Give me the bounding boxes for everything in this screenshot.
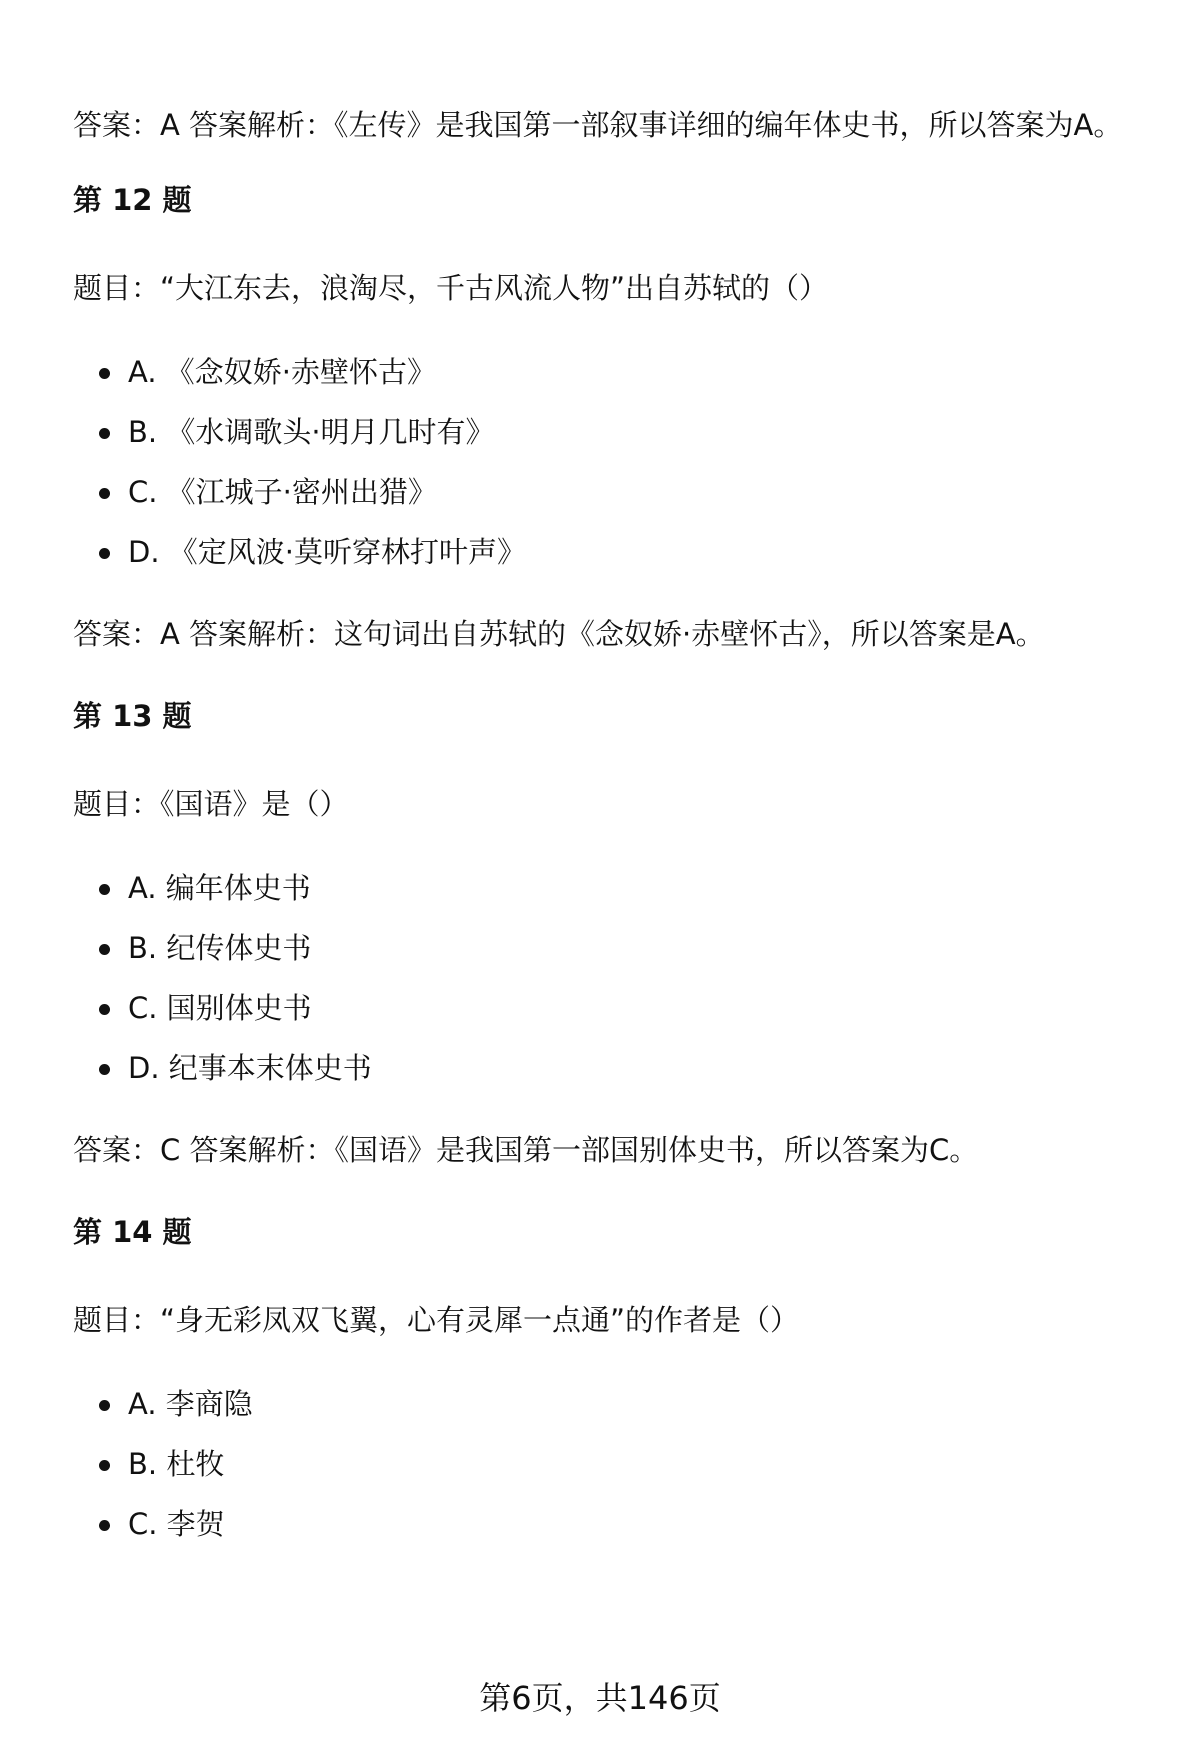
option-item <box>73 918 1133 978</box>
bullet-icon <box>99 1460 110 1471</box>
option-item <box>73 402 1133 462</box>
option-text: B. 《水调歌头·明月几时有》 <box>128 415 495 449</box>
option-text: A. 《念奴娇·赤壁怀古》 <box>128 355 436 389</box>
bullet-icon <box>99 368 110 379</box>
option-item <box>73 462 1133 522</box>
bullet-icon <box>99 944 110 955</box>
bullet-icon <box>99 1400 110 1411</box>
option-text: D. 《定风波·莫听穿林打叶声》 <box>128 535 526 569</box>
option-item <box>73 978 1133 1038</box>
option-list <box>73 858 1133 1098</box>
bullet-icon <box>99 428 110 439</box>
bullet-icon <box>99 1004 110 1015</box>
page-number-footer: 第6页，共146页 <box>479 1679 721 1717</box>
bullet-icon <box>99 884 110 895</box>
option-text: A. 编年体史书 <box>128 871 311 905</box>
option-item <box>73 1434 1133 1494</box>
option-list <box>73 342 1133 582</box>
option-list <box>73 1374 1133 1554</box>
question-heading: 第 13 题 <box>73 699 192 733</box>
option-text: B. 杜牧 <box>128 1447 225 1481</box>
option-text: A. 李商隐 <box>128 1387 253 1421</box>
option-item <box>73 1374 1133 1434</box>
option-item <box>73 342 1133 402</box>
option-text: B. 纪传体史书 <box>128 931 312 965</box>
question-stem: 题目：《国语》是（） <box>73 787 349 821</box>
option-item <box>73 522 1133 582</box>
option-item <box>73 1494 1133 1554</box>
document-page <box>73 90 1133 1586</box>
option-item <box>73 1038 1133 1098</box>
option-text: D. 纪事本末体史书 <box>128 1051 372 1085</box>
intro-answer: 答案：A 答案解析：《左传》是我国第一部叙事详细的编年体史书，所以答案为A。 <box>73 108 1123 142</box>
question-13 <box>73 696 1133 1170</box>
question-stem: 题目：“大江东去，浪淘尽，千古风流人物”出自苏轼的（） <box>73 271 829 305</box>
question-12 <box>73 180 1133 654</box>
bullet-icon <box>99 1064 110 1075</box>
question-14 <box>73 1212 1133 1554</box>
question-heading: 第 12 题 <box>73 183 192 217</box>
bullet-icon <box>99 1520 110 1531</box>
bullet-icon <box>99 548 110 559</box>
option-text: C. 《江城子·密州出猎》 <box>128 475 437 509</box>
question-heading: 第 14 题 <box>73 1215 192 1249</box>
bullet-icon <box>99 488 110 499</box>
answer-explanation: 答案：C 答案解析：《国语》是我国第一部国别体史书，所以答案为C。 <box>73 1133 979 1167</box>
option-text: C. 李贺 <box>128 1507 225 1541</box>
question-stem: 题目：“身无彩凤双飞翼，心有灵犀一点通”的作者是（） <box>73 1303 800 1337</box>
answer-explanation: 答案：A 答案解析：这句词出自苏轼的《念奴娇·赤壁怀古》，所以答案是A。 <box>73 617 1045 651</box>
option-item <box>73 858 1133 918</box>
option-text: C. 国别体史书 <box>128 991 312 1025</box>
